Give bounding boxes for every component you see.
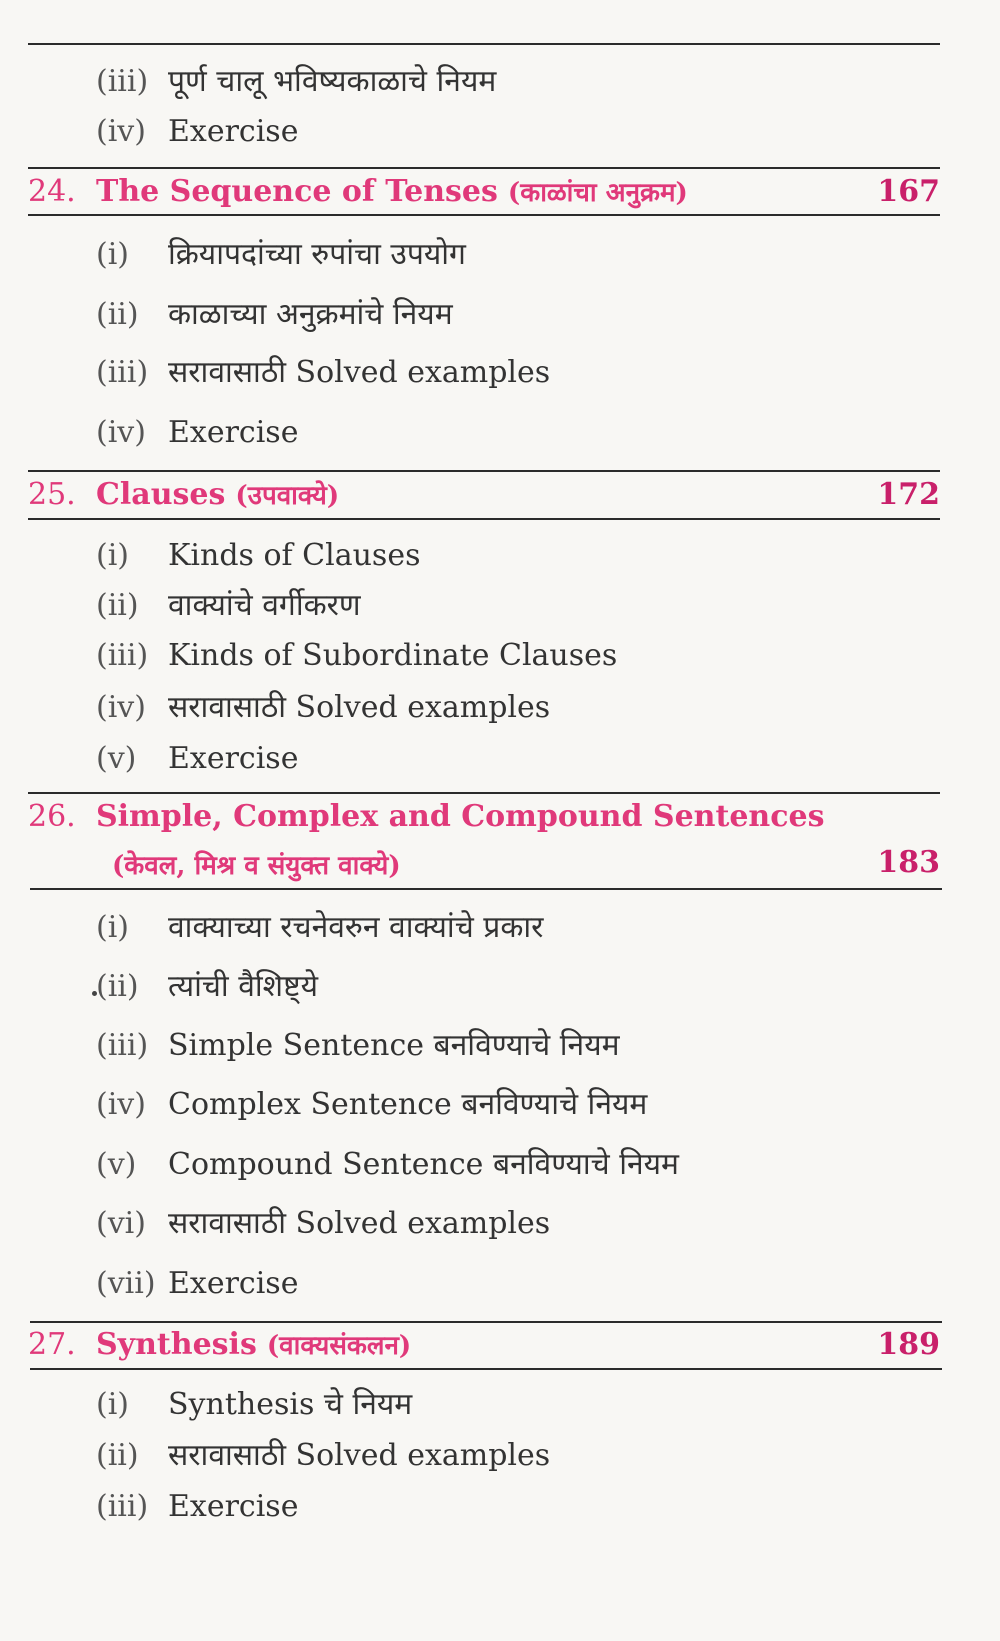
list-item	[96, 586, 361, 626]
item-numeral: (iii)	[96, 64, 149, 99]
item-numeral: (iii)	[96, 355, 149, 390]
list-item	[96, 353, 550, 393]
item-text: Exercise	[168, 114, 299, 149]
item-text: त्यांची वैशिष्ट्ये	[168, 969, 318, 1004]
chapter-number: 24.	[28, 174, 76, 209]
list-item	[96, 413, 298, 453]
item-text: Synthesis चे नियम	[168, 1387, 413, 1422]
item-text: पूर्ण चालू भविष्यकाळाचे नियम	[168, 64, 497, 99]
item-text: सरावासाठी Solved examples	[168, 355, 551, 390]
item-numeral: (v)	[96, 1147, 137, 1182]
divider	[28, 167, 940, 169]
divider	[30, 1368, 942, 1370]
list-item	[96, 235, 466, 275]
item-numeral: (iv)	[96, 415, 146, 450]
list-item	[96, 62, 496, 102]
list-item	[96, 536, 420, 576]
item-numeral: (i)	[96, 910, 130, 945]
item-text: क्रियापदांच्या रुपांचा उपयोग	[168, 237, 466, 272]
chapter-title: The Sequence of Tenses	[96, 174, 498, 209]
list-item	[96, 1436, 550, 1476]
item-text: सरावासाठी Solved examples	[168, 1438, 551, 1473]
item-numeral: (iii)	[96, 1489, 149, 1524]
item-numeral: (i)	[96, 237, 130, 272]
chapter-page-number: 167	[877, 174, 940, 209]
chapter-heading[interactable]	[28, 1325, 940, 1366]
divider	[28, 214, 940, 216]
item-numeral: (iv)	[96, 1087, 146, 1122]
divider	[28, 470, 940, 472]
item-text: Simple Sentence बनविण्याचे नियम	[168, 1028, 620, 1063]
chapter-title: Synthesis	[96, 1327, 257, 1362]
list-item	[96, 1204, 550, 1244]
item-numeral: (iii)	[96, 1028, 149, 1063]
list-item	[96, 1026, 620, 1066]
item-numeral: (ii)	[96, 588, 139, 623]
chapter-title: Clauses	[96, 477, 226, 512]
list-item	[96, 908, 543, 948]
item-text: Exercise	[168, 1489, 299, 1524]
item-numeral: (i)	[96, 538, 130, 573]
item-numeral: (vii)	[96, 1266, 156, 1301]
item-text: सरावासाठी Solved examples	[168, 690, 551, 725]
item-numeral: (iv)	[96, 690, 146, 725]
item-numeral: (ii)	[96, 297, 139, 332]
list-item	[96, 1145, 679, 1185]
chapter-page-number: 172	[877, 477, 940, 512]
divider	[28, 43, 940, 45]
list-item	[96, 688, 550, 728]
chapter-number: 26.	[28, 799, 76, 834]
item-numeral: (iv)	[96, 114, 146, 149]
item-numeral: (iii)	[96, 638, 149, 673]
list-item	[96, 739, 298, 779]
item-numeral: (vi)	[96, 1206, 146, 1241]
item-text: Exercise	[168, 415, 299, 450]
item-numeral: (i)	[96, 1387, 130, 1422]
list-item	[96, 1264, 298, 1304]
item-text: Exercise	[168, 1266, 299, 1301]
chapter-heading[interactable]	[28, 475, 940, 516]
chapter-heading[interactable]	[28, 172, 940, 213]
list-item	[96, 1085, 647, 1125]
item-numeral: (ii)	[96, 969, 139, 1004]
chapter-subtitle: (काळांचा अनुक्रम)	[507, 178, 688, 208]
item-text: Compound Sentence बनविण्याचे नियम	[168, 1147, 679, 1182]
item-text: Complex Sentence बनविण्याचे नियम	[168, 1087, 648, 1122]
list-item	[96, 967, 318, 1007]
list-item	[96, 1487, 298, 1527]
item-numeral: (v)	[96, 741, 137, 776]
chapter-title: Simple, Complex and Compound Sentences	[96, 799, 825, 834]
item-text: Kinds of Clauses	[168, 538, 421, 573]
chapter-page-number: 189	[877, 1327, 940, 1362]
item-text: सरावासाठी Solved examples	[168, 1206, 551, 1241]
item-text: काळाच्या अनुक्रमांचे नियम	[168, 297, 453, 332]
item-numeral: (ii)	[96, 1438, 139, 1473]
item-text: Kinds of Subordinate Clauses	[168, 638, 618, 673]
divider	[28, 792, 940, 794]
item-text: Exercise	[168, 741, 299, 776]
item-text: वाक्यांचे वर्गीकरण	[168, 588, 361, 623]
chapter-subtitle: (वाक्यसंकलन)	[266, 1331, 412, 1361]
chapter-heading[interactable]	[28, 797, 940, 837]
divider	[28, 518, 940, 520]
chapter-number: 25.	[28, 477, 76, 512]
item-text: वाक्याच्या रचनेवरुन वाक्यांचे प्रकार	[168, 910, 544, 945]
chapter-page-number: 183	[877, 845, 940, 880]
list-item	[96, 636, 617, 676]
chapter-subtitle: (केवल, मिश्र व संयुक्त वाक्ये)	[112, 851, 401, 881]
list-item	[96, 112, 298, 152]
list-item	[96, 1385, 412, 1425]
chapter-number: 27.	[28, 1327, 76, 1362]
chapter-subtitle: (उपवाक्ये)	[235, 481, 340, 511]
list-item	[96, 295, 453, 335]
divider	[30, 1321, 942, 1323]
divider	[30, 888, 942, 890]
